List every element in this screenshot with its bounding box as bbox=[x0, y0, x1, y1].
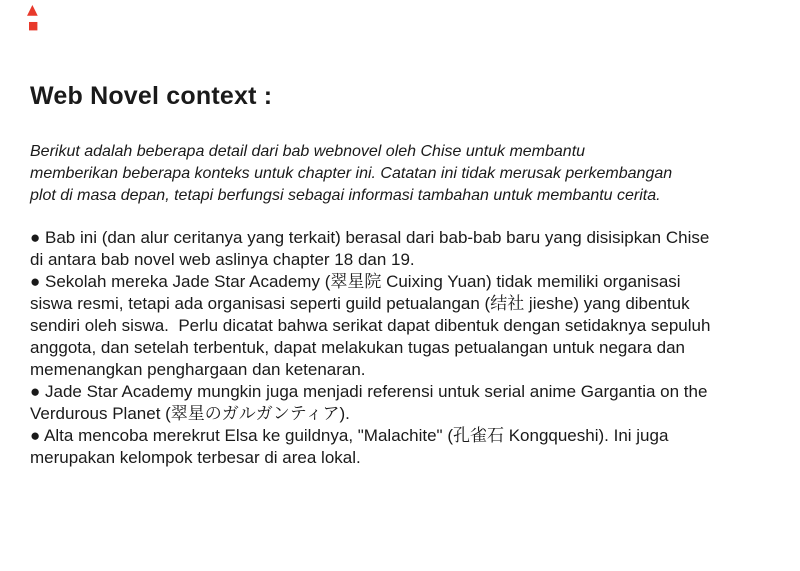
note-line: Verdurous Planet (翠星のガルガンティア). bbox=[30, 404, 350, 423]
note-line: siswa resmi, tetapi ada organisasi seperti guild petualangan (结社 jieshe) yang dibentuk bbox=[30, 294, 690, 313]
intro-paragraph bbox=[30, 141, 672, 207]
note-line: ● Jade Star Academy mungkin juga menjadi referensi untuk serial anime Gargantia on the bbox=[30, 382, 708, 401]
red-square-icon: ■ bbox=[28, 19, 39, 32]
note-line: di antara bab novel web aslinya chapter 18 dan 19. bbox=[30, 250, 415, 269]
page-title: Web Novel context : bbox=[30, 82, 273, 110]
note-line: memenangkan penghargaan dan ketenaran. bbox=[30, 360, 366, 379]
intro-line: memberikan beberapa konteks untuk chapter ini. Catatan ini tidak merusak perkembangan bbox=[30, 165, 673, 182]
note-line: ● Bab ini (dan alur ceritanya yang terkait) berasal dari bab-bab baru yang disisipkan Chise bbox=[30, 228, 710, 247]
red-triangle-icon: ▲ bbox=[27, 2, 38, 18]
note-line: ● Sekolah mereka Jade Star Academy (翠星院 Cuixing Yuan) tidak memiliki organisasi bbox=[30, 272, 681, 291]
intro-line: Berikut adalah beberapa detail dari bab webnovel oleh Chise untuk membantu bbox=[30, 143, 586, 160]
intro-line: plot di masa depan, tetapi berfungsi sebagai informasi tambahan untuk membantu cerita. bbox=[30, 187, 661, 204]
note-line: sendiri oleh siswa. Perlu dicatat bahwa serikat dapat dibentuk dengan setidaknya sepuluh bbox=[30, 316, 711, 335]
note-line: ● Alta mencoba merekrut Elsa ke guildnya, "Malachite" (孔雀石 Kongqueshi). Ini juga bbox=[30, 426, 669, 445]
note-line: merupakan kelompok terbesar di area lokal. bbox=[30, 448, 361, 467]
note-line: anggota, dan setelah terbentuk, dapat melakukan tugas petualangan untuk negara dan bbox=[30, 338, 686, 357]
notes-list bbox=[30, 227, 710, 469]
